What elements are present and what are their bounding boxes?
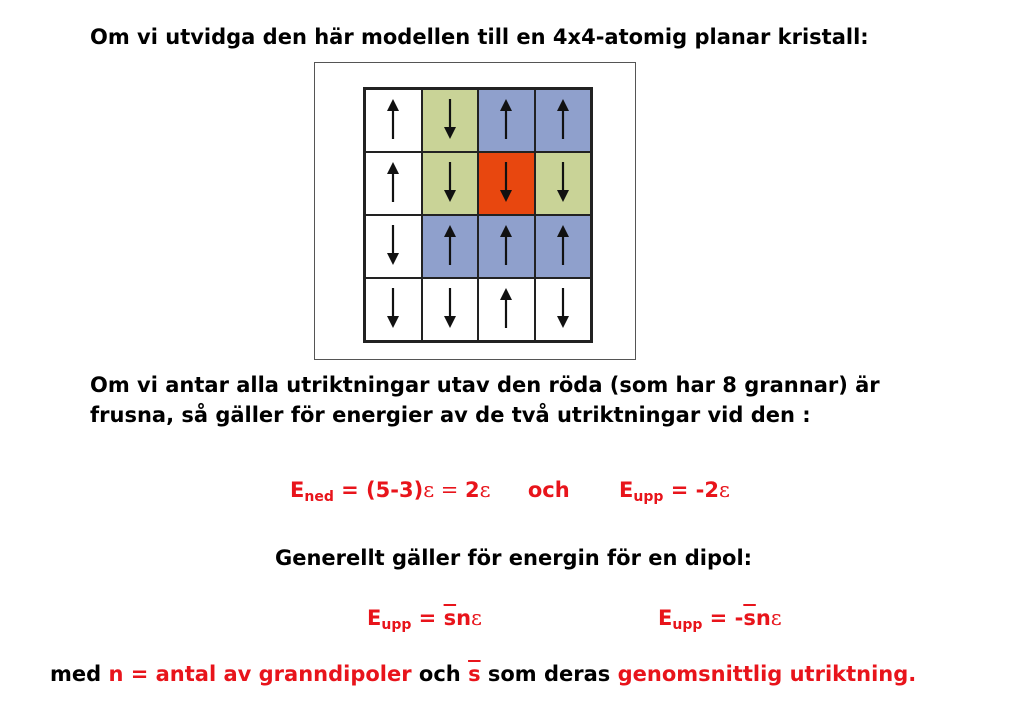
och-word: och: [527, 478, 570, 502]
e-upp-subscript: upp: [633, 489, 664, 505]
e-ned-expression: = (5-3): [333, 478, 424, 502]
arrow-up-icon: [383, 97, 403, 145]
s-bar: $\overline{s}$: [443, 606, 457, 630]
arrow-down-icon: [383, 286, 403, 334]
s-bar: $\overline{s}$: [468, 662, 481, 686]
dipole-equation-right: [658, 606, 782, 633]
s-bar: $\overline{s}$: [743, 606, 756, 630]
arrow-up-icon: [383, 160, 403, 208]
lattice-cell: [365, 152, 422, 215]
e-upp-subscript: upp: [672, 617, 703, 633]
lattice-cell: [478, 152, 535, 215]
paragraph-line-1: Om vi antar alla utriktningar utav den röda (som har 8 grannar) är: [90, 373, 880, 397]
footer-text: som deras: [480, 662, 618, 686]
arrow-up-icon: [553, 223, 573, 271]
n-definition: n = antal av granndipoler: [108, 662, 412, 686]
e-upp-subscript: upp: [381, 617, 412, 633]
e-ned-symbol: E: [290, 478, 305, 502]
lattice-cell: [535, 278, 592, 341]
e-upp-symbol: E: [619, 478, 634, 502]
epsilon-symbol: ε: [471, 606, 482, 630]
lattice-cell: [535, 152, 592, 215]
lattice-cell: [478, 89, 535, 152]
e-ned-subscript: ned: [304, 489, 334, 505]
lattice-cell: [365, 278, 422, 341]
heading: Om vi utvidga den här modellen till en 4x4-atomig planar kristall:: [90, 25, 869, 49]
equals-sign: =: [411, 606, 444, 630]
n-symbol: n: [755, 606, 771, 630]
arrow-down-icon: [440, 286, 460, 334]
general-statement: Generellt gäller för energin för en dipol:: [275, 546, 753, 570]
e-upp-symbol: E: [367, 606, 382, 630]
n-symbol: n: [456, 606, 472, 630]
arrow-down-icon: [553, 160, 573, 208]
energy-equation-1: [290, 478, 730, 505]
arrow-down-icon: [383, 223, 403, 271]
arrow-up-icon: [496, 286, 516, 334]
equals-sign: =: [434, 478, 466, 502]
equals-minus-sign: = -: [702, 606, 744, 630]
two-coefficient: 2: [465, 478, 480, 502]
epsilon-symbol: ε: [770, 606, 782, 630]
lattice-cell: [365, 89, 422, 152]
epsilon-symbol: ε: [423, 478, 435, 502]
arrow-down-icon: [440, 160, 460, 208]
lattice-cell: [535, 89, 592, 152]
lattice-cell: [535, 215, 592, 278]
arrow-up-icon: [440, 223, 460, 271]
footer-definition: [50, 662, 916, 686]
footer-text: med: [50, 662, 109, 686]
lattice-cell: [365, 215, 422, 278]
arrow-up-icon: [553, 97, 573, 145]
lattice-cell: [422, 89, 479, 152]
spin-lattice: [363, 87, 593, 343]
lattice-cell: [422, 278, 479, 341]
epsilon-symbol: ε: [718, 478, 730, 502]
e-upp-expression: = -2: [663, 478, 719, 502]
arrow-up-icon: [496, 223, 516, 271]
s-definition: genomsnittlig utriktning.: [617, 662, 917, 686]
lattice-cell: [478, 278, 535, 341]
lattice-cell: [478, 215, 535, 278]
arrow-up-icon: [496, 97, 516, 145]
footer-text: och: [411, 662, 469, 686]
dipole-equation-left: [367, 606, 482, 633]
lattice-cell: [422, 152, 479, 215]
lattice-cell: [422, 215, 479, 278]
arrow-down-icon: [496, 160, 516, 208]
paragraph-line-2: frusna, så gäller för energier av de två utriktningar vid den :: [90, 403, 811, 427]
arrow-down-icon: [440, 97, 460, 145]
epsilon-symbol: ε: [479, 478, 491, 502]
arrow-down-icon: [553, 286, 573, 334]
e-upp-symbol: E: [658, 606, 673, 630]
